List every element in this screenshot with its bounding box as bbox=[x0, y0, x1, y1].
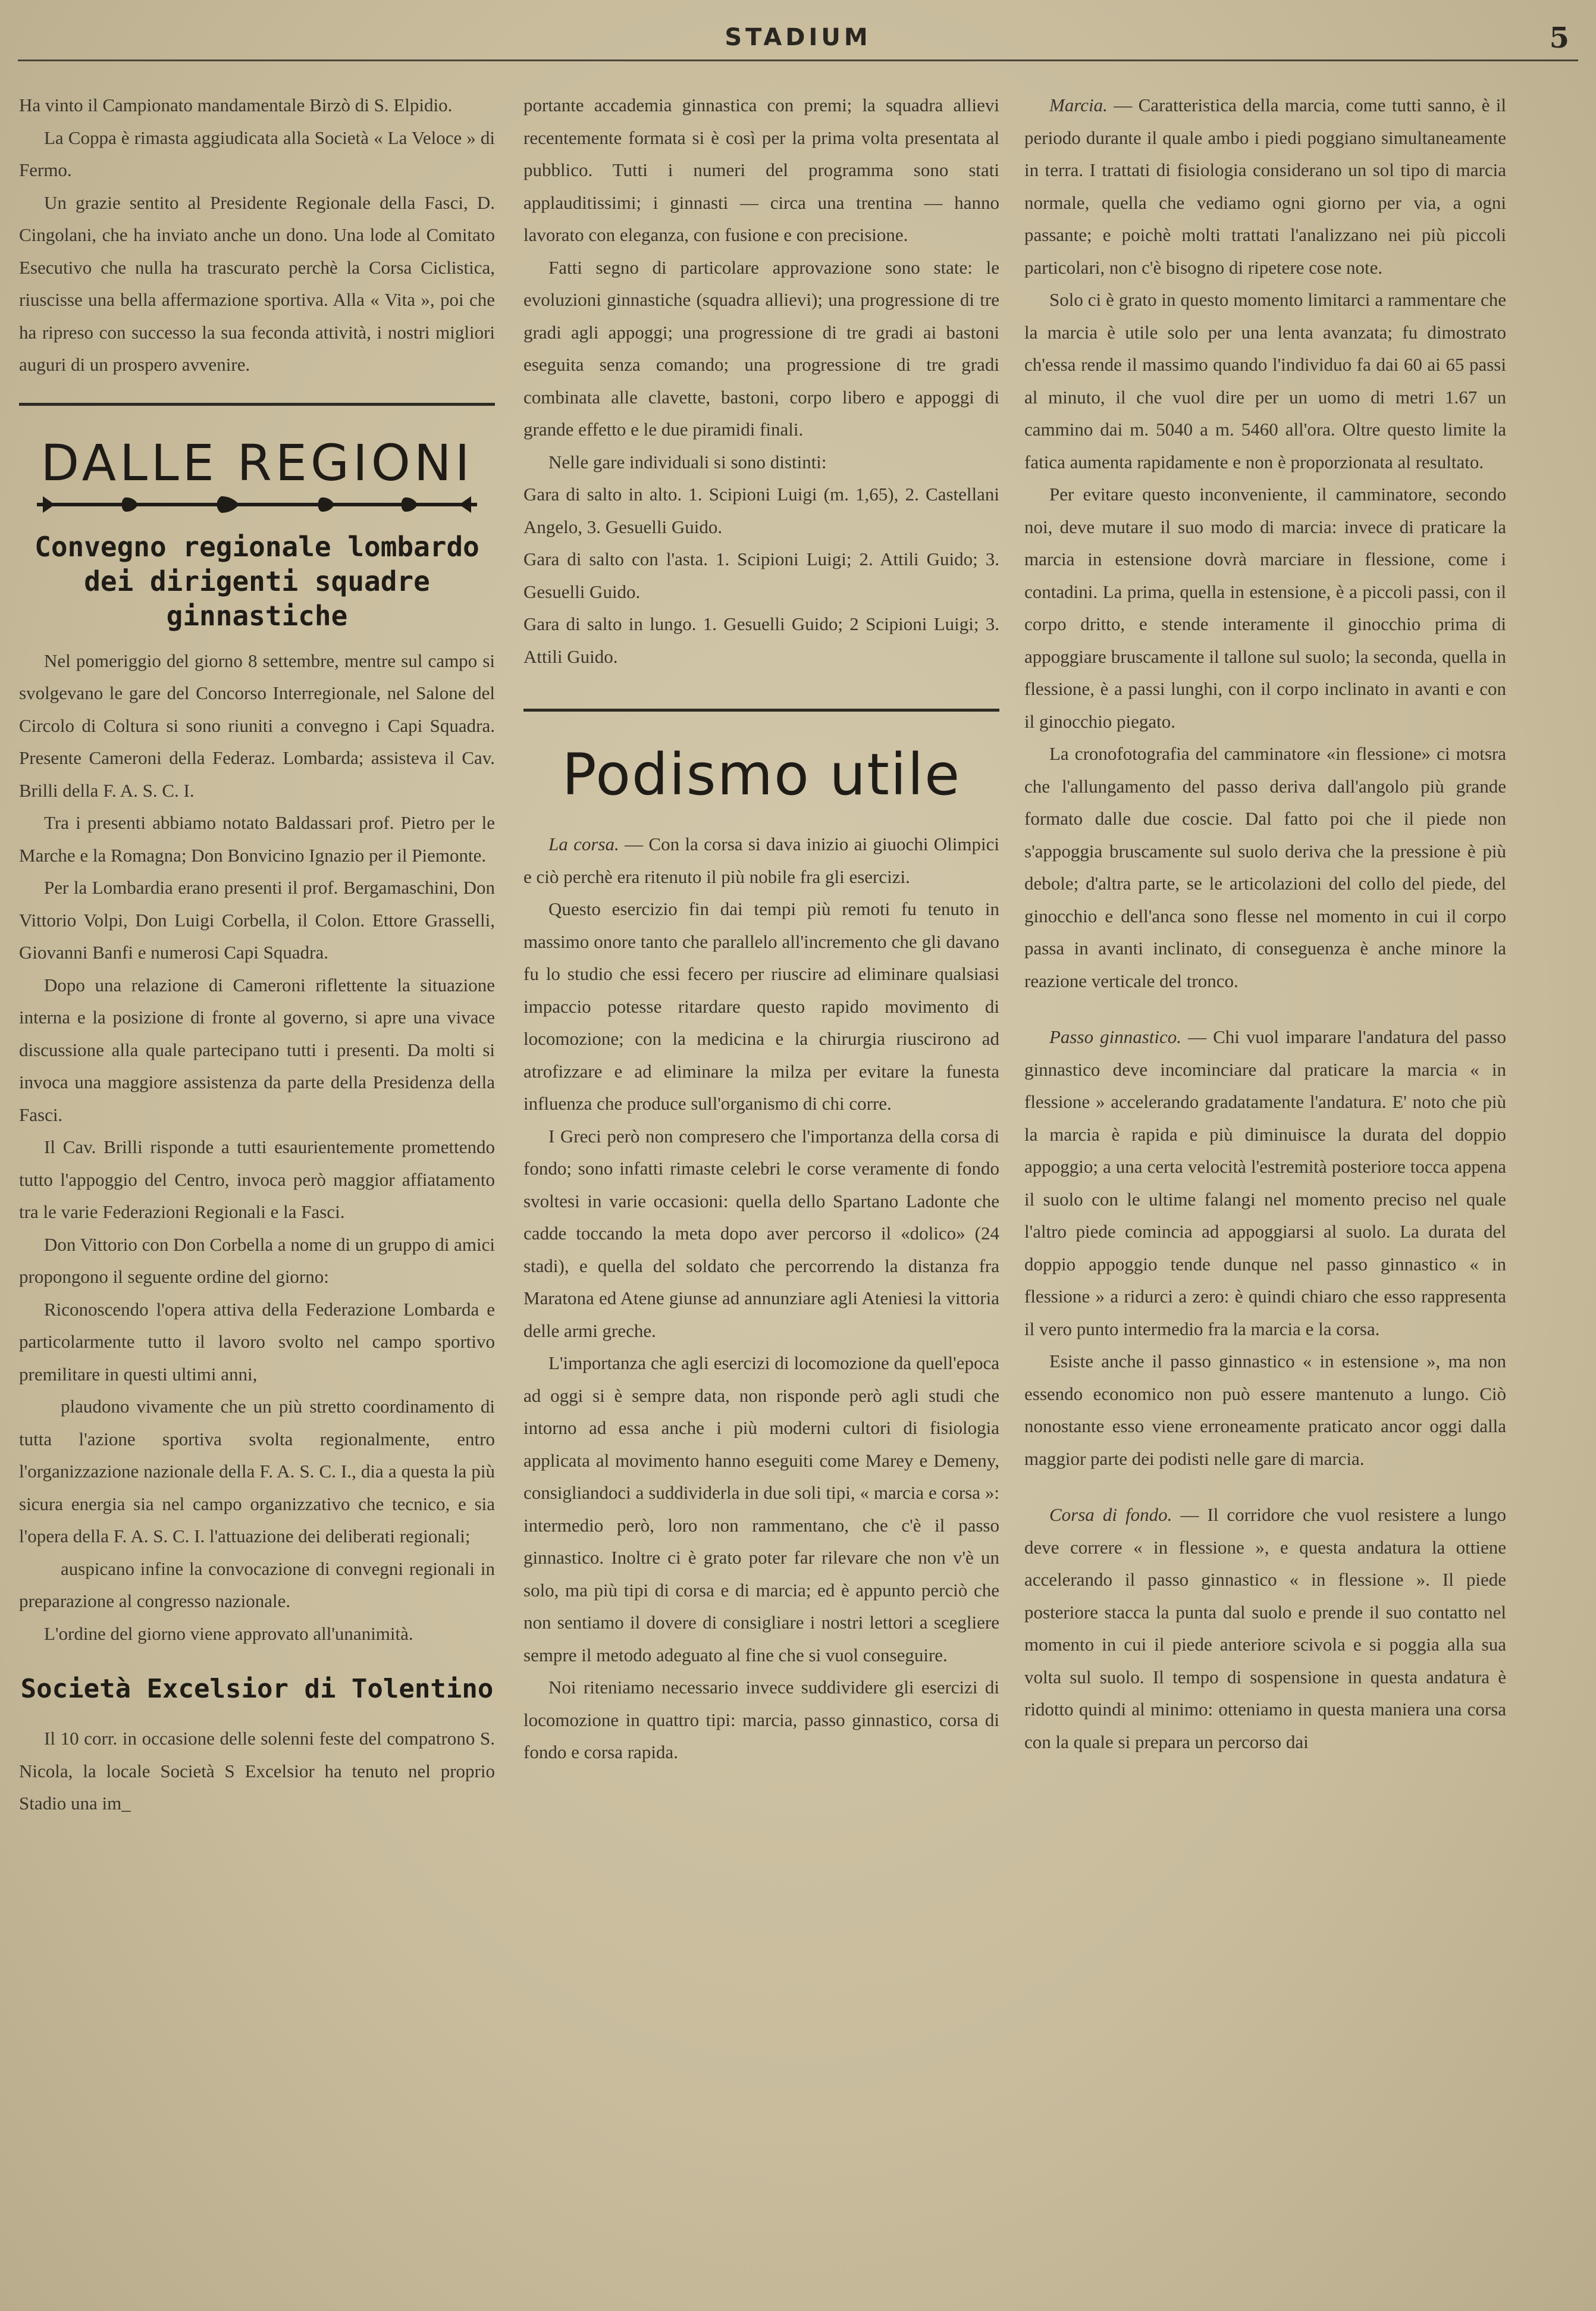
column-2 bbox=[523, 89, 999, 2231]
section-banner-text: DALLE REGIONI bbox=[40, 433, 474, 492]
paragraph: Questo esercizio fin dai tempi più remoti fu tenuto in massimo onore tanto che parallelo all'incremento che gli davano fu lo studio che essi fecero per riuscire ad eliminare qualsiasi impaccio potesse ritardare questo rapido movimento di locomozione; con la medicina e la chirurgia riuscirono ad atrofizzare e ad eliminare la milza per evitare la funesta influenza che produce sull'organismo di chi corre. bbox=[523, 898, 999, 1114]
section-divider bbox=[523, 709, 999, 712]
paragraph: La cronofotografia del camminatore «in flessione» ci motsra che l'allungamento del passo deriva dall'angolo più grande formato dalle due coscie. Dal fatto poi che il piede non s'appoggia bruscamente sul suolo deriva che la pressione è più debole; d'altra parte, se le articolazioni del collo del piede, del ginocchio e dell'anca sono flesse nel momento in cui il corpo passa in avanti inclinato, di conseguenza è anche minore la reazione verticale del tronco. bbox=[1024, 743, 1506, 991]
header-rule bbox=[18, 60, 1578, 61]
page-number: 5 bbox=[1549, 21, 1569, 55]
paragraph: I Greci però non compresero che l'importanza della corsa di fondo; sono infatti rimaste celebri le corse veramente di fondo svoltesi in varie occasioni: quella dello Spartano Ladonte che cadde toccando la meta dopo aver percorso il «dolico» (24 stadi), e quella del soldato che percorrendo la distanza fra Maratona ed Atene giunse ad annunziare agli Ateniesi la vittoria delle armi greche. bbox=[523, 1125, 999, 1341]
results-line: Gara di salto in lungo. 1. Gesuelli Guido; 2 Scipioni Luigi; 3. Attili Guido. bbox=[523, 613, 999, 667]
paragraph: La Coppa è rimasta aggiudicata alla Società « La Veloce » di Fermo. bbox=[19, 127, 495, 180]
paragraph-subtitle: Passo ginnastico. bbox=[1049, 1026, 1182, 1047]
paragraph: Il Cav. Brilli risponde a tutti esaurientemente promettendo tutto l'appoggio del Centro, invoca però maggior affiatamento tra le varie Federazioni Regionali e la Fasci. bbox=[19, 1136, 495, 1222]
paragraph bbox=[1024, 1499, 1506, 1758]
paragraph-subtitle: Corsa di fondo. bbox=[1049, 1504, 1172, 1525]
column-1 bbox=[19, 89, 495, 2231]
paragraph: L'importanza che agli esercizi di locomozione da quell'epoca ad oggi si è sempre data, non risponde però agli studi che intorno ad essa anche i più moderni cultori di fisiologia applicata al movimento hanno eseguiti come Marey e Demeny, consigliandoci a suddividerla in due soli tipi, « marcia e corsa »: intermedio però, loro non rammentano, che c'è il passo ginnastico. Inoltre ci è grato poter far rilevare che non v'è un solo, ma più tipi di corsa e di marcia; ed è appunto perciò che non sentiamo il dovere di consigliare i nostri lettori a scegliere sempre il metodo adeguato al fine che si vuol conseguire. bbox=[523, 1352, 999, 1665]
section-banner bbox=[19, 433, 495, 516]
column-3 bbox=[1024, 89, 1506, 2231]
paragraph-subtitle: La corsa. bbox=[548, 834, 619, 854]
paragraph: portante accademia ginnastica con premi; la squadra allievi recentemente formata si è così per la prima volta presentata al pubblico. Tutti i numeri del programma sono stati applauditissimi; i ginnasti — circa una trentina — hanno lavorato con eleganza, con fusione e con precisione. bbox=[523, 95, 999, 245]
paragraph: Solo ci è grato in questo momento limitarci a rammentare che la marcia è utile solo per una lenta avanzata; fu dimostrato ch'essa rende il massimo quando l'individuo fa dai 60 ai 65 passi al minuto, il che vuol dire per un uomo di metri 1.67 un cammino dai m. 5040 a m. 5460 all'ora. Oltre questo limite la fatica aumenta rapidamente e non è proporzionata al resultato. bbox=[1024, 289, 1506, 472]
paragraph: Per la Lombardia erano presenti il prof. Bergamaschini, Don Vittorio Volpi, Don Luigi Corbella, il Colon. Ettore Grasselli, Giovanni Banfi e numerosi Capi Squadra. bbox=[19, 877, 495, 963]
paragraph: Riconoscendo l'opera attiva della Federazione Lombarda e particolarmente tutto il lavoro svolto nel campo sportivo premilitare in questi ultimi anni, bbox=[19, 1298, 495, 1385]
paragraph: Nel pomeriggio del giorno 8 settembre, mentre sul campo si svolgevano le gare del Concorso Interregionale, nel Salone del Circolo di Coltura si sono riuniti a convegno i Capi Squadra. Presente Cameroni della Federaz. Lombarda; assisteva il Cav. Brilli della F. A. S. C. I. bbox=[19, 650, 495, 801]
paragraph-text: — Il corridore che vuol resistere a lungo deve correre « in flessione », e questa andatura la ottiene accelerando il passo ginnastico « in flessione ». Il piede posteriore stacca la punta dal suolo e prende il suo contatto nel momento in cui il piede anteriore scivola e si poggia alla sua volta sul suolo. Il tempo di sospensione in questa andatura è ridotto quindi al minimo: otteniamo in questa maniera una corsa con la quale si prepara un percorso dai bbox=[1024, 1504, 1506, 1752]
section-divider bbox=[19, 403, 495, 406]
paragraph bbox=[1024, 89, 1506, 284]
paragraph-subtitle: Marcia. bbox=[1049, 95, 1108, 115]
results-line: Gara di salto in alto. 1. Scipioni Luigi (m. 1,65), 2. Castellani Angelo, 3. Gesuelli Guido. bbox=[523, 484, 999, 537]
paragraph: Esiste anche il passo ginnastico « in estensione », ma non essendo economico non può essere mantenuto a lungo. Ciò nonostante esso viene erroneamente praticato ancor oggi dalla maggior parte dei podisti nelle gare di marcia. bbox=[1024, 1351, 1506, 1469]
paragraph: Un grazie sentito al Presidente Regionale della Fasci, D. Cingolani, che ha inviato anche un dono. Una lode al Comitato Esecutivo che nulla ha trascurato perchè la Corsa Ciclistica, riuscisse una bella affermazione sportiva. Alla « Vita », poi che ha ripreso con successo la sua feconda attività, i nostri migliori auguri di un prospero avvenire. bbox=[19, 192, 495, 375]
paragraph: Nelle gare individuali si sono distinti: bbox=[548, 451, 827, 472]
paragraph: Ha vinto il Campionato mandamentale Birzò di S. Elpidio. bbox=[19, 95, 453, 115]
paragraph bbox=[1024, 1021, 1506, 1345]
results-line: Gara di salto con l'asta. 1. Scipioni Luigi; 2. Attili Guido; 3. Gesuelli Guido. bbox=[523, 549, 999, 602]
paragraph: Don Vittorio con Don Corbella a nome di un gruppo di amici propongono il seguente ordine del giorno: bbox=[19, 1233, 495, 1287]
paragraph: Noi riteniamo necessario invece suddividere gli esercizi di locomozione in quattro tipi: marcia, passo ginnastico, corsa di fondo e corsa rapida. bbox=[523, 1677, 999, 1762]
paragraph-text: — Caratteristica della marcia, come tutti sanno, è il periodo durante il quale ambo i piedi poggiano simultaneamente in terra. I trattati di fisiologia considerano un sol tipo di marcia normale, quella che vediamo ogni giorno per via, a ogni passante; e poichè molti trattati l'analizzano nei più piccoli particolari, non c'è bisogno di ripetere cose note. bbox=[1024, 95, 1507, 278]
paragraph: Per evitare questo inconveniente, il camminatore, secondo noi, deve mutare il suo modo di marcia: invece di praticare la marcia in estensione dovrà marciare in flessione, come i contadini. La prima, quella in estensione, è a piccoli passi, con il corpo dritto, e stende interamente il ginocchio prima di appoggiare bruscamente il tallone sul suolo; la seconda, quella in flessione, è a passi lunghi, con il corpo inclinato in avanti e con il ginocchio piegato. bbox=[1024, 484, 1506, 732]
article-title: Podismo utile bbox=[562, 741, 961, 808]
paragraph: Dopo una relazione di Cameroni riflettente la situazione interna e la posizione di fronte al governo, si apre una vivace discussione alla quale partecipano tutti i presenti. Da molti si invoca una maggiore assistenza da parte della Presidenza della Fasci. bbox=[19, 974, 495, 1125]
article-title: Società Excelsior di Tolentino bbox=[20, 1674, 494, 1704]
ornament-rule-icon bbox=[31, 493, 483, 516]
paragraph: Fatti segno di particolare approvazione sono state: le evoluzioni ginnastiche (squadra allievi); una progressione di tre gradi agli appoggi; una progressione di tre gradi ai bastoni eseguita senza comando; una progressione di tre gradi combinata alle clavette, bastoni, corpo libero e appoggi di grande effetto e le due piramidi finali. bbox=[523, 256, 999, 440]
article-title: Convegno regionale lombardo dei dirigenti squadre ginnastiche bbox=[35, 530, 479, 632]
page-header bbox=[0, 18, 1596, 77]
paragraph: L'ordine del giorno viene approvato all'unanimità. bbox=[44, 1623, 413, 1644]
paragraph-text: — Chi vuol imparare l'andatura del passo ginnastico deve incominciare dal praticare la marcia « in flessione » accelerando gradatamente l'andatura. E' noto che più la marcia è rapida e più diminuisce la durata del doppio appoggio; a una certa velocità l'estremità posteriore tocca appena il suolo con le ultime falangi nel momento preciso nel quale l'altro piede comincia ad appoggiarsi al suolo. La durata del doppio appoggio tende dunque nel passo ginnastico « in flessione » a ridurci a zero: è quindi chiaro che esso rappresenta il vero punto intermedio fra la marcia e la corsa. bbox=[1024, 1026, 1506, 1339]
paragraph: plaudono vivamente che un più stretto coordinamento di tutta l'azione sportiva svolta regionalmente, entro l'organizzazione nazionale della F. A. S. C. I., dia a questa la più sicura energia sia nel campo organizzativo che tecnico, e sia l'opera della F. A. S. C. I. l'attuazione dei deliberati regionali; bbox=[19, 1396, 495, 1546]
paragraph-text: — Con la corsa si dava inizio ai giuochi Olimpici e ciò perchè era ritenuto il più nobile fra gli esercizi. bbox=[523, 834, 999, 887]
paragraph: Tra i presenti abbiamo notato Baldassari prof. Pietro per le Marche e la Romagna; Don Bonvicino Ignazio per il Piemonte. bbox=[19, 812, 495, 866]
paragraph: Il 10 corr. in occasione delle solenni feste del compatrono S. Nicola, la locale Società S Excelsior ha tenuto nel proprio Stadio una im_ bbox=[19, 1728, 495, 1814]
paragraph: auspicano infine la convocazione di convegni regionali in preparazione al congresso nazionale. bbox=[19, 1558, 495, 1611]
masthead-title: STADIUM bbox=[725, 24, 871, 51]
paragraph bbox=[523, 828, 999, 893]
